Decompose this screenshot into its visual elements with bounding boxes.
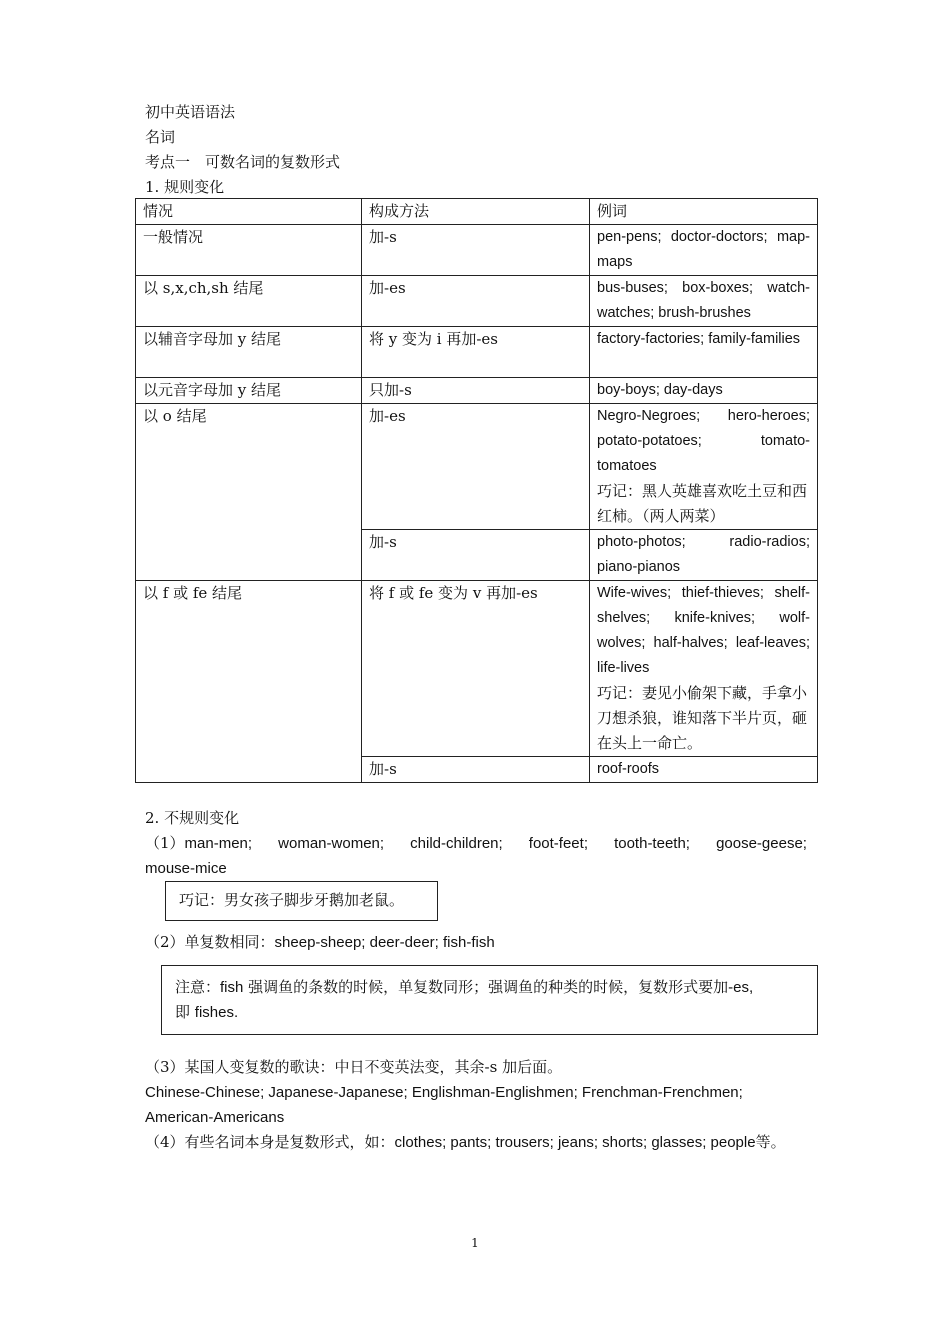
item-4-words: clothes; pants; trousers; jeans; shorts; glasses; people	[394, 1134, 756, 1151]
row-method: 加-s	[362, 225, 590, 276]
row-memory-tip: 巧记：黑人英雄喜欢吃土豆和西红柿。（两人两菜）	[597, 482, 808, 525]
row-method: 只加-s	[362, 378, 590, 404]
note-body: 强调鱼的条数的时候，单复数同形；强调鱼的种类的时候，复数形式要加	[243, 978, 729, 996]
note-line-2	[175, 1000, 805, 1025]
row-example-cell	[590, 581, 818, 757]
page-number: 1	[471, 1236, 479, 1250]
row-example-cell	[590, 404, 818, 530]
irregular-item-1	[145, 831, 807, 856]
irregular-item-3: （3）某国人变复数的歌诀：中日不变英法变，其余-s 加后面。	[145, 1058, 563, 1076]
point-heading: 考点一 可数名词的复数形式	[145, 153, 341, 171]
note-word: fish	[220, 979, 244, 996]
note-suffix: -es,	[728, 979, 754, 996]
table-row	[136, 276, 818, 327]
row-method: 加-es	[362, 276, 590, 327]
row-situation: 以元音字母加 y 结尾	[136, 378, 362, 404]
header-example: 例词	[590, 199, 818, 225]
item-2-label: （2）单复数相同：	[145, 933, 275, 951]
doc-subtitle: 名词	[145, 128, 176, 146]
note-box	[161, 965, 818, 1035]
table-row	[136, 404, 818, 530]
note-part	[175, 975, 753, 1000]
row-method: 将 y 变为 i 再加-es	[362, 327, 590, 378]
row-example: photo-photos; radio-radios; piano-pianos	[590, 530, 818, 581]
item-2-words: sheep-sheep; deer-deer; fish-fish	[274, 934, 495, 951]
row-memory-tip: 巧记：妻见小偷架下藏，手拿小刀想杀狼，谁知落下半片页，砸在头上一命亡。	[597, 684, 808, 752]
note-lead: 即	[175, 1003, 195, 1021]
memory-tip-box	[165, 881, 438, 921]
table-row	[136, 581, 818, 757]
item-4-tail: 等。	[755, 1133, 786, 1151]
table-row	[136, 225, 818, 276]
note-word-plural: fishes.	[194, 1004, 239, 1021]
row-method: 加-es	[362, 404, 590, 530]
note-text	[162, 966, 817, 1025]
row-method: 加-s	[362, 757, 590, 783]
irregular-item-1-last: mouse-mice	[145, 860, 227, 877]
irregular-item-4	[145, 1130, 786, 1155]
row-situation: 一般情况	[136, 225, 362, 276]
note-line-1	[175, 975, 805, 1000]
row-situation: 以 f 或 fe 结尾	[136, 581, 362, 783]
plural-rules-table	[135, 198, 818, 783]
doc-title: 初中英语语法	[145, 103, 236, 121]
word-pair: child-children;	[410, 835, 503, 852]
section-irregular: 2. 不规则变化	[145, 809, 240, 827]
word-pair: foot-feet;	[528, 835, 588, 852]
word-pair: man-men;	[184, 835, 253, 852]
row-example: boy-boys; day-days	[590, 378, 818, 404]
row-example: bus-buses; box-boxes; watch-watches; brush-brushes	[590, 276, 818, 327]
row-example: Wife-wives; thief-thieves; shelf-shelves; knife-knives; wolf-wolves; half-halves; leaf-leaves; life-lives	[597, 585, 810, 676]
row-situation: 以 o 结尾	[136, 404, 362, 581]
row-example: pen-pens; doctor-doctors; map-maps	[590, 225, 818, 276]
row-situation: 以辅音字母加 y 结尾	[136, 327, 362, 378]
item-1-label: （1）	[145, 834, 185, 852]
row-example: roof-roofs	[590, 757, 818, 783]
irregular-item-3-examples: Chinese-Chinese; Japanese-Japanese; Englishman-Englishmen; Frenchman-Frenchmen;	[145, 1084, 743, 1101]
table-header-row	[136, 199, 818, 225]
item-1-first	[145, 831, 252, 856]
irregular-item-2	[145, 930, 495, 955]
section-regular: 1. 规则变化	[145, 178, 225, 196]
word-pair: goose-geese;	[716, 835, 807, 852]
row-method: 加-s	[362, 530, 590, 581]
word-pair: tooth-teeth;	[614, 835, 690, 852]
word-pair: woman-women;	[278, 835, 385, 852]
irregular-item-3-examples-2: American-Americans	[145, 1109, 285, 1126]
table-row	[136, 327, 818, 378]
table-row	[136, 378, 818, 404]
note-prefix: 注意：	[175, 978, 221, 996]
header-situation: 情况	[136, 199, 362, 225]
row-example: Negro-Negroes; hero-heroes; potato-potatoes; tomato-tomatoes	[597, 408, 810, 474]
item-4-lead: （4）有些名词本身是复数形式，如：	[145, 1133, 395, 1151]
row-method: 将 f 或 fe 变为 v 再加-es	[362, 581, 590, 757]
memory-tip-text: 巧记：男女孩子脚步牙鹅加老鼠。	[179, 891, 405, 909]
header-method: 构成方法	[362, 199, 590, 225]
row-example: factory-factories; family-families	[590, 327, 818, 378]
row-situation: 以 s,x,ch,sh 结尾	[136, 276, 362, 327]
